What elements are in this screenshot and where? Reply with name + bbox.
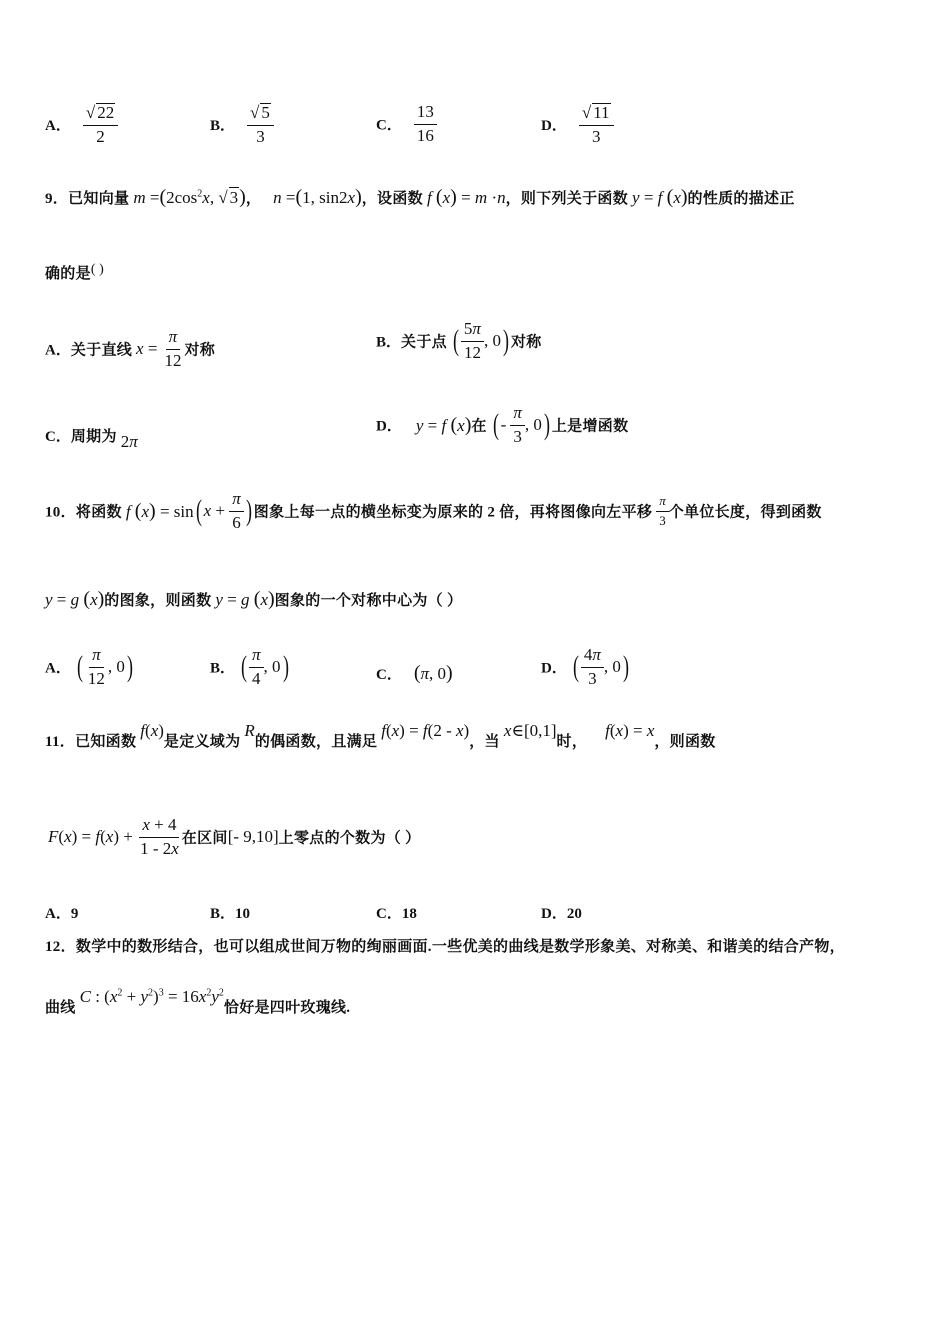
fraction: $\frac{x + 4}{1 - 2x}$ bbox=[140, 815, 179, 858]
math-vector-m: $m =(2\cos^2x$, √ 3) bbox=[133, 186, 246, 208]
q8-option-a[interactable] bbox=[45, 103, 118, 146]
option-label: D． bbox=[541, 118, 567, 135]
q8-option-c[interactable] bbox=[376, 103, 437, 145]
fraction: $\frac{\pi}{3}$ bbox=[510, 404, 525, 446]
q9-stem-line2: 确的是( ) bbox=[45, 262, 104, 282]
fraction: $\frac{\pi}{12}$ bbox=[87, 645, 105, 688]
fraction: $\frac{√ 11}{3}$ bbox=[579, 103, 614, 146]
q10-option-d[interactable]: D． ( $\frac{4\pi}{3}$ , 0) bbox=[541, 645, 629, 688]
fraction: $\frac{4\pi}{3}$ bbox=[581, 646, 604, 688]
q11-option-d[interactable]: D．20 bbox=[541, 906, 582, 922]
q9-stem-line1: 9．已知向量 $m =(2\cos^2x$, √ 3)， n =(1, sin2x)，设函数 f (x) = m ·n，则下列关于函数 y = f (x)的性质的描述正 bbox=[45, 186, 795, 208]
question-number: 10． bbox=[45, 504, 76, 521]
answer-paren: ( ) bbox=[90, 262, 104, 277]
option-label: A． bbox=[45, 118, 71, 135]
q12-stem-line2: 曲线 C : $(x^2 + y^2)^3 = 16x^2y^2$恰好是四叶玫瑰线. bbox=[45, 987, 351, 1016]
q10-stem-line2: y = g (x)的图象，则函数 y = g (x)图象的一个对称中心为（ ） bbox=[45, 588, 463, 610]
question-number: 11． bbox=[45, 734, 76, 750]
q11-stem-line2: F(x) = f(x) + $\frac{x + 4}{1 - 2x}$ 在区间[- 9,10]上零点的个数为（ ） bbox=[48, 815, 421, 858]
option-label: C． bbox=[376, 117, 402, 134]
fraction: $\frac{13}{16}$ bbox=[414, 103, 437, 145]
fraction: $\frac{5\pi}{12}$ bbox=[461, 320, 484, 362]
q11-stem-line1: 11．已知函数 f(x)是定义域为 R的偶函数，且满足 f(x) = f(2 - x)，当 x∈[0,1]时， f(x) = x，则函数 bbox=[45, 721, 716, 750]
fraction: $\frac{√ 5}{3}$ bbox=[247, 103, 274, 146]
fraction: $\frac{\pi}{12}$ bbox=[164, 327, 182, 370]
option-label: B． bbox=[210, 118, 236, 135]
fraction: $\frac{\pi}{3}$ bbox=[656, 494, 669, 528]
fraction: $\frac{\pi}{4}$ bbox=[249, 646, 264, 688]
q9-option-c[interactable]: C．周期为 2π bbox=[45, 429, 138, 451]
math-y-eq-fx: y = f (x) bbox=[632, 186, 688, 208]
q10-stem-line1: 10．将函数 f (x) = sin( x + $\frac{\pi}{6}$ ) 图象上每一点的横坐标变为原来的 2 倍，再将图像向左平移 $\frac{\pi}{3}$ 个单位长度，得到函数 bbox=[45, 489, 822, 532]
fraction: $\frac{√ 22}{2}$ bbox=[83, 103, 118, 146]
q10-option-b[interactable]: B． ( $\frac{\pi}{4}$ , 0) bbox=[210, 645, 289, 688]
q12-stem-line1: 12．数学中的数形结合，也可以组成世间万物的绚丽画面.一些优美的曲线是数学形象美、对称美、和谐美的结合产物， bbox=[45, 939, 845, 955]
q11-option-b[interactable]: B．10 bbox=[210, 906, 251, 922]
q11-option-a[interactable]: A．9 bbox=[45, 906, 79, 922]
math-vector-n: n =(1, sin2x) bbox=[273, 186, 362, 208]
q8-option-b[interactable] bbox=[210, 103, 274, 146]
q11-option-c[interactable]: C．18 bbox=[376, 906, 417, 922]
math-function-def: f (x) = m ·n bbox=[426, 186, 506, 208]
question-number: 9． bbox=[45, 191, 69, 207]
q8-option-d[interactable] bbox=[541, 103, 614, 146]
q9-option-b[interactable]: B．关于点 ( $\frac{5\pi}{12}$ , 0) 对称 bbox=[376, 319, 542, 362]
q10-option-c[interactable]: C． (π, 0) bbox=[376, 662, 453, 684]
q9-option-a[interactable]: A．关于直线 x = $\frac{\pi}{12}$ 对称 bbox=[45, 327, 216, 370]
math-rose-curve: C : $(x^2 + y^2)^3 = 16x^2y^2$ bbox=[79, 987, 224, 1006]
fraction: $\frac{\pi}{6}$ bbox=[229, 490, 244, 532]
q10-option-a[interactable]: A． ( $\frac{\pi}{12}$ , 0) bbox=[45, 645, 133, 688]
q9-option-d[interactable]: D． y = f (x)在 ( - $\frac{\pi}{3}$ , 0) 上是增函数 bbox=[376, 403, 629, 446]
